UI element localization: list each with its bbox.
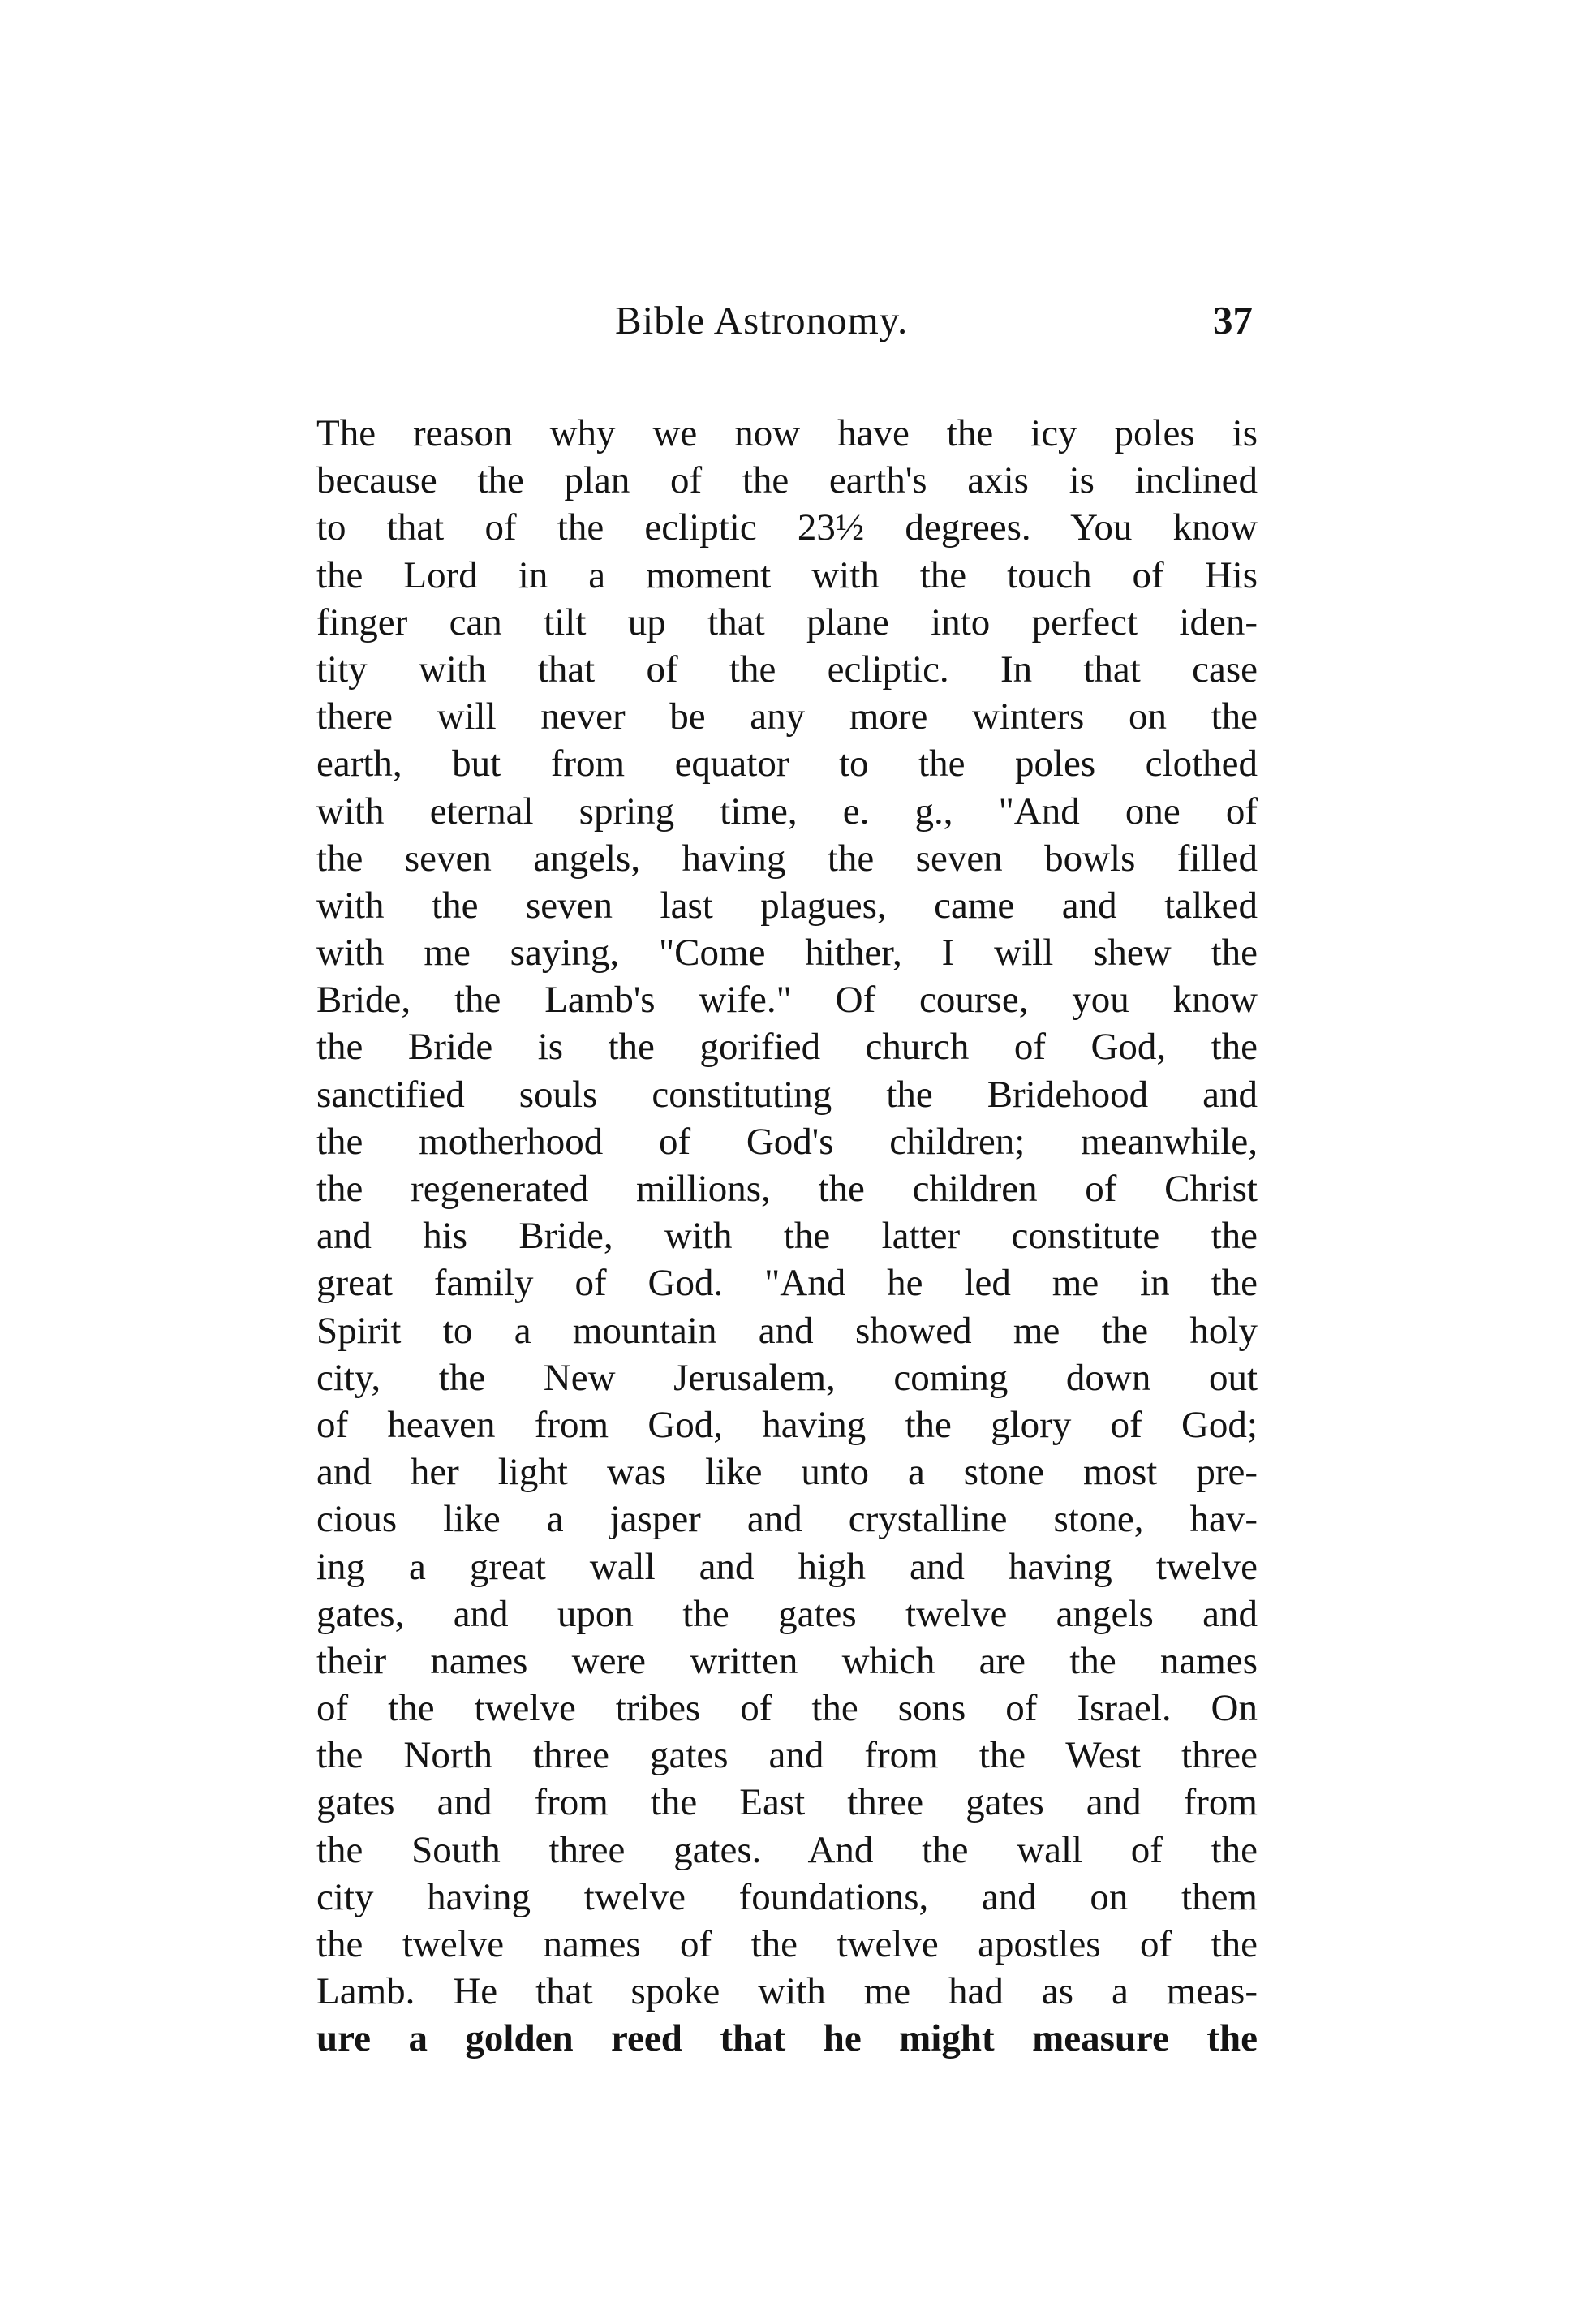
text-line: with eternal spring time, e. g., "And one of bbox=[316, 790, 1258, 833]
running-title: Bible Astronomy. bbox=[615, 298, 909, 342]
text-line: The reason why we now have the icy poles is bbox=[316, 412, 1258, 454]
text-line: great family of God. "And he led me in the bbox=[316, 1262, 1258, 1305]
text-line: with the seven last plagues, came and talked bbox=[316, 884, 1258, 927]
text-line: and his Bride, with the latter constitute the bbox=[316, 1215, 1258, 1258]
body-text bbox=[316, 410, 1258, 2063]
text-line: gates, and upon the gates twelve angels and bbox=[316, 1592, 1258, 1635]
text-line: Spirit to a mountain and showed me the holy bbox=[316, 1309, 1258, 1352]
running-head bbox=[316, 292, 1258, 349]
text-line: earth, but from equator to the poles clothed bbox=[316, 742, 1258, 785]
text-line: the seven angels, having the seven bowls filled bbox=[316, 837, 1258, 880]
text-line: finger can tilt up that plane into perfect iden- bbox=[316, 600, 1258, 643]
text-line: the twelve names of the twelve apostles of the bbox=[316, 1923, 1258, 1965]
text-line: tity with that of the ecliptic. In that case bbox=[316, 648, 1258, 691]
text-line: gates and from the East three gates and from bbox=[316, 1781, 1258, 1824]
text-line: with me saying, "Come hither, I will shew the bbox=[316, 932, 1258, 975]
text-line: because the plan of the earth's axis is inclined bbox=[316, 459, 1258, 502]
text-line: and her light was like unto a stone most pre- bbox=[316, 1451, 1258, 1494]
text-line: cious like a jasper and crystalline stone, hav- bbox=[316, 1498, 1258, 1541]
text-line: sanctified souls constituting the Bridehood and bbox=[316, 1073, 1258, 1116]
text-line: the North three gates and from the West three bbox=[316, 1734, 1258, 1777]
text-line: ure a golden reed that he might measure the bbox=[316, 2017, 1258, 2060]
text-line: the motherhood of God's children; meanwhile, bbox=[316, 1120, 1258, 1163]
text-line: the Bride is the gorified church of God, the bbox=[316, 1026, 1258, 1069]
text-line: there will never be any more winters on the bbox=[316, 695, 1258, 738]
text-line: Bride, the Lamb's wife." Of course, you know bbox=[316, 979, 1258, 1022]
text-line: Lamb. He that spoke with me had as a meas- bbox=[316, 1970, 1258, 2013]
text-line: the regenerated millions, the children of Christ bbox=[316, 1168, 1258, 1210]
text-line: of heaven from God, having the glory of God; bbox=[316, 1403, 1258, 1446]
text-line: their names were written which are the names bbox=[316, 1639, 1258, 1682]
page-number: 37 bbox=[1213, 298, 1253, 342]
text-line: ing a great wall and high and having twelve bbox=[316, 1545, 1258, 1588]
text-line: the South three gates. And the wall of the bbox=[316, 1828, 1258, 1871]
text-line: city, the New Jerusalem, coming down out bbox=[316, 1356, 1258, 1399]
text-line: the Lord in a moment with the touch of His bbox=[316, 553, 1258, 596]
text-line: city having twelve foundations, and on them bbox=[316, 1875, 1258, 1918]
text-line: of the twelve tribes of the sons of Israel. On bbox=[316, 1687, 1258, 1730]
text-line: to that of the ecliptic 23½ degrees. You know bbox=[316, 506, 1258, 549]
